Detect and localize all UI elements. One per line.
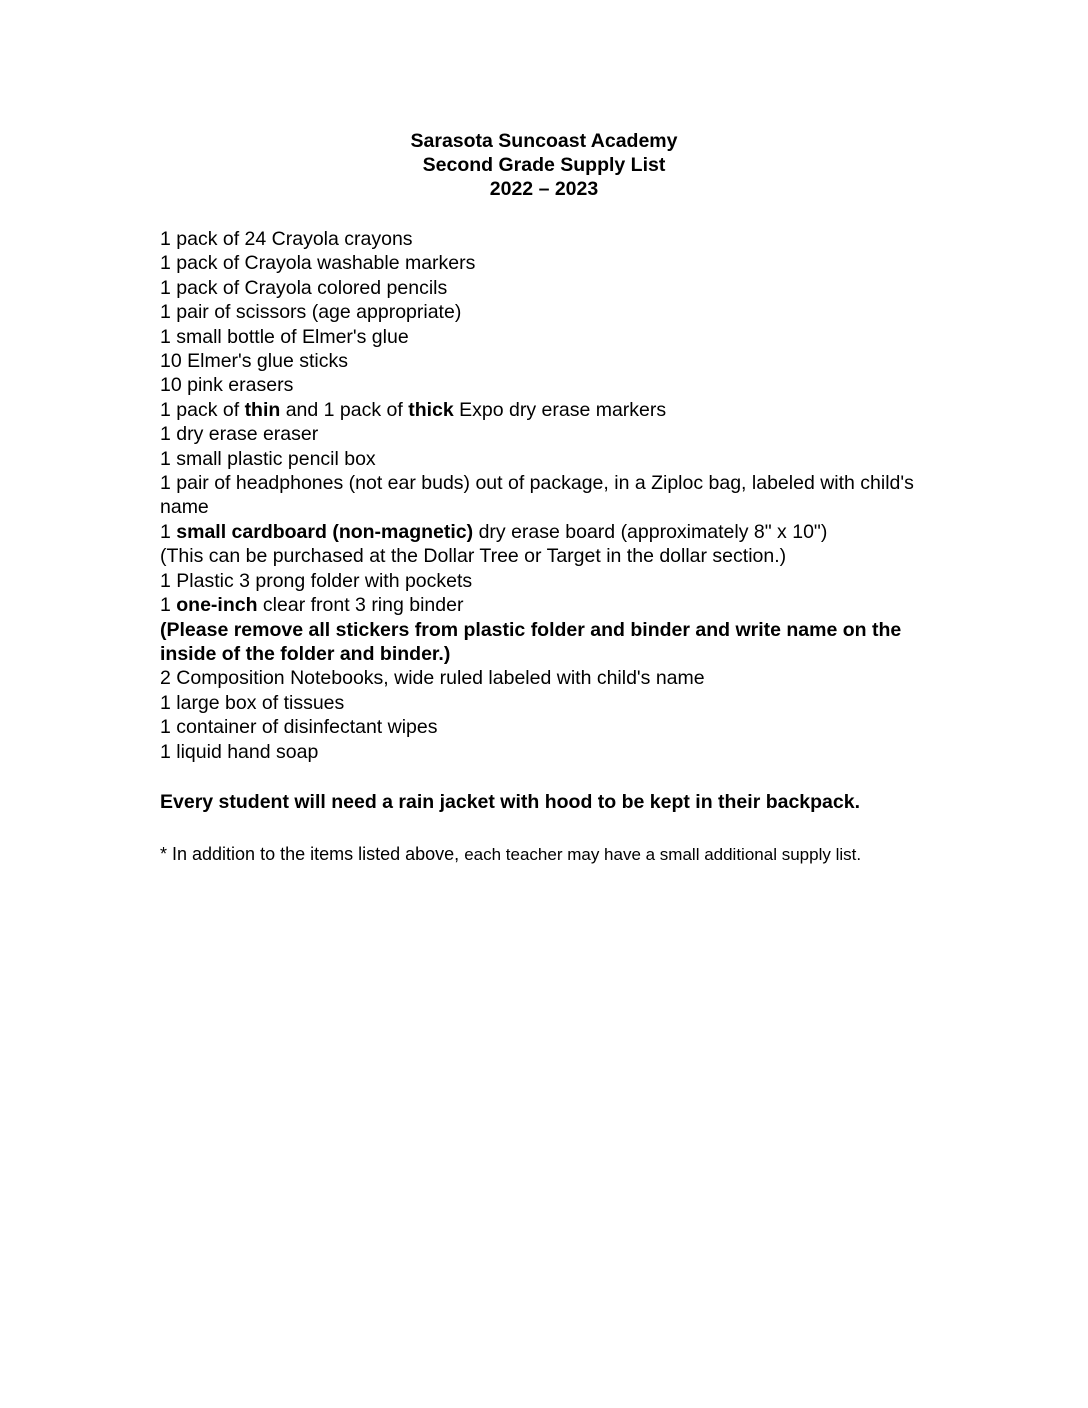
list-item-note: (This can be purchased at the Dollar Tree or Target in the dollar section.) [160,545,787,568]
supply-list [160,227,950,764]
list-item: 1 pack of 24 Crayola crayons [160,228,413,250]
list-item-emphasis: thin [244,398,281,421]
list-item: 1 container of disinfectant wipes [160,716,438,739]
footnote [160,843,900,866]
list-item: 1 pair of scissors (age appropriate) [160,301,462,324]
list-item-text: dry erase board (approximately 8" x 10") [473,520,828,543]
folder-instruction: (Please remove all stickers from plastic folder and binder and write name on the inside of the folder and binder.) [160,618,902,665]
list-item [160,520,950,544]
list-item: 1 pack of Crayola colored pencils [160,276,448,299]
list-item [160,398,950,422]
list-item: 10 pink erasers [160,374,294,397]
list-item: 1 small bottle of Elmer's glue [160,325,409,348]
list-item-text: Expo dry erase markers [453,398,667,421]
school-year: 2022 – 2023 [489,178,599,200]
list-item: 1 small plastic pencil box [160,447,376,470]
list-item: 2 Composition Notebooks, wide ruled labeled with child's name [160,667,705,690]
list-item: 1 dry erase eraser [160,423,319,446]
list-item-text: 1 pack of [160,398,245,421]
list-item: 1 pack of Crayola washable markers [160,252,476,275]
list-item-text: clear front 3 ring binder [257,594,464,617]
list-item-text: and 1 pack of [280,398,409,421]
list-item: 1 Plastic 3 prong folder with pockets [160,569,473,592]
list-item-text: 1 [160,520,177,543]
list-item-emphasis: one-inch [176,594,258,617]
list-item: 10 Elmer's glue sticks [160,350,348,373]
list-item [160,593,950,617]
document-title: Second Grade Supply List [422,154,666,176]
document-header [0,129,1088,201]
list-item: 1 liquid hand soap [160,740,319,763]
footnote-text-small: each teacher may have a small additional supply list. [464,845,862,864]
list-item-emphasis: thick [408,398,454,421]
rain-jacket-note: Every student will need a rain jacket with hood to be kept in their backpack. [160,791,861,813]
footnote-text: * In addition to the items listed above, [160,844,465,864]
list-item-text: 1 [160,594,177,617]
list-item: 1 large box of tissues [160,691,345,714]
school-name: Sarasota Suncoast Academy [410,130,678,152]
list-item-emphasis: small cardboard (non-magnetic) [176,520,474,543]
list-item: 1 pair of headphones (not ear buds) out of package, in a Ziploc bag, labeled with child's name [160,472,914,519]
